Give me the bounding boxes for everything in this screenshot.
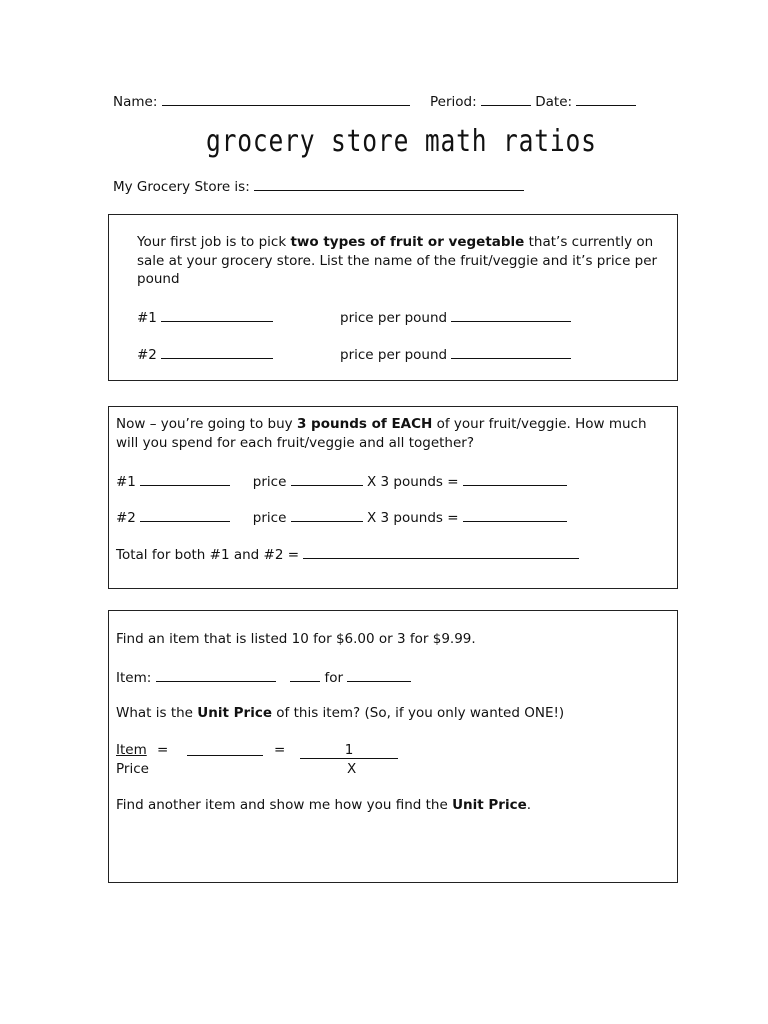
section-2-intro-a: Now – you’re going to buy: [116, 416, 297, 432]
name-label: Name:: [113, 94, 158, 110]
section-3-box: [108, 610, 678, 883]
buy-2-item-field[interactable]: [140, 508, 230, 522]
section-1-intro: [137, 233, 667, 289]
fruit-1-field[interactable]: [161, 308, 273, 322]
ratio-blank: [187, 742, 263, 760]
item-row: [116, 668, 411, 686]
total-row: [116, 545, 579, 563]
period-row: [430, 92, 636, 110]
price-per-pound-2-label: price per pound: [340, 347, 448, 363]
section-2-intro-bold: 3 pounds of EACH: [296, 416, 433, 432]
buy-2-label: #2: [116, 510, 136, 526]
another-a: Find another item and show me how you find the: [116, 797, 453, 813]
buy-1-label: #1: [116, 474, 136, 490]
fruit-row-1: [137, 308, 273, 326]
buy-2-times-label: X 3 pounds =: [367, 510, 459, 526]
another-b: .: [526, 797, 532, 813]
price-per-pound-2-field[interactable]: [451, 345, 571, 359]
section-2-intro: [116, 415, 656, 452]
fraction-one: [300, 742, 398, 759]
date-label: Date:: [535, 94, 573, 110]
one-numerator: 1: [344, 742, 354, 758]
fruit-2-label: #2: [137, 347, 157, 363]
price-row-2: [340, 345, 571, 363]
item-label: Item:: [116, 670, 152, 686]
unit-q-b: of this item? (So, if you only wanted ONE!): [272, 705, 565, 721]
section-1-box: [108, 214, 678, 381]
total-field[interactable]: [303, 545, 579, 559]
fraction-bottom-price: Price: [116, 761, 149, 777]
store-label: My Grocery Store is:: [113, 179, 250, 195]
item-qty-field[interactable]: [290, 668, 320, 682]
section-2-intro-b: of your fruit/veggie. How much will you spend for each fruit/veggie and all together?: [116, 416, 647, 451]
ratio-field[interactable]: [187, 742, 263, 756]
name-row: [113, 92, 410, 110]
item-field[interactable]: [156, 668, 276, 682]
another-bold: Unit Price: [452, 797, 527, 813]
unit-q-a: What is the: [116, 705, 198, 721]
buy-1-times-label: X 3 pounds =: [367, 474, 459, 490]
date-field[interactable]: [576, 92, 636, 106]
period-label: Period:: [430, 94, 477, 110]
price-per-pound-1-field[interactable]: [451, 308, 571, 322]
total-label: Total for both #1 and #2 =: [116, 547, 300, 563]
fraction-top-item: Item: [116, 742, 147, 758]
for-label: for: [324, 670, 344, 686]
price-per-pound-1-label: price per pound: [340, 310, 448, 326]
fruit-row-2: [137, 345, 273, 363]
buy-2-total-field[interactable]: [463, 508, 567, 522]
item-price-field[interactable]: [347, 668, 411, 682]
fruit-1-label: #1: [137, 310, 157, 326]
page-title: grocery store math ratios: [206, 124, 597, 159]
buy-row-2: [116, 508, 567, 526]
x-denominator: X: [347, 761, 357, 777]
buy-1-price-label: price: [252, 474, 287, 490]
item-prompt: Find an item that is listed 10 for $6.00 or 3 for $9.99.: [116, 631, 476, 647]
period-field[interactable]: [481, 92, 531, 106]
section-1-intro-a: Your first job is to pick: [137, 234, 291, 250]
unit-q-bold: Unit Price: [197, 705, 272, 721]
buy-1-item-field[interactable]: [140, 472, 230, 486]
another-item-prompt: [116, 797, 531, 813]
equals-sign-2: =: [274, 742, 286, 758]
fruit-2-field[interactable]: [161, 345, 273, 359]
section-1-intro-bold: two types of fruit or vegetable: [290, 234, 525, 250]
unit-price-question: [116, 705, 564, 721]
buy-row-1: [116, 472, 567, 490]
name-field[interactable]: [162, 92, 410, 106]
buy-2-price-label: price: [252, 510, 287, 526]
store-field[interactable]: [254, 177, 524, 191]
price-row-1: [340, 308, 571, 326]
equals-sign-1: =: [157, 742, 169, 758]
section-1-intro-b: that’s currently on sale at your grocery store. List the name of the fruit/veggie and it’s price per pound: [137, 234, 658, 287]
buy-1-total-field[interactable]: [463, 472, 567, 486]
buy-2-price-field[interactable]: [291, 508, 363, 522]
buy-1-price-field[interactable]: [291, 472, 363, 486]
store-row: [113, 177, 524, 195]
section-2-box: [108, 406, 678, 589]
